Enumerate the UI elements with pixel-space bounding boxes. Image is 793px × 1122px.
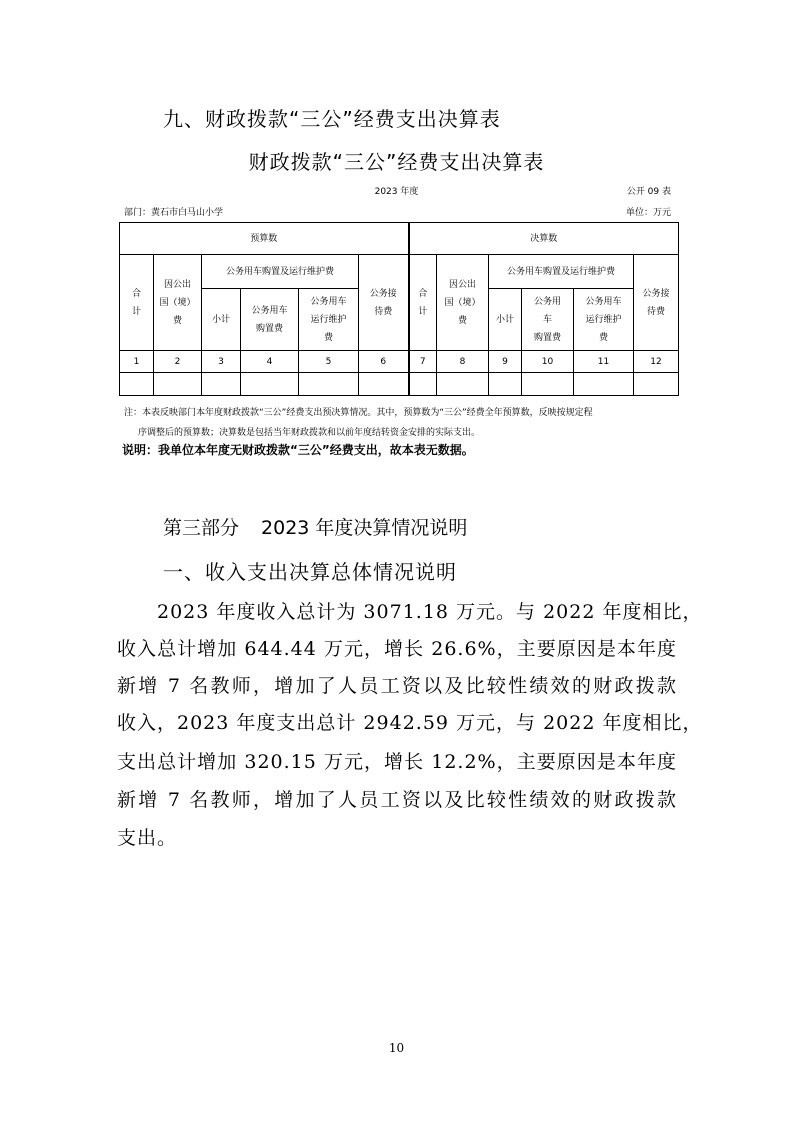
table-row (120, 373, 679, 396)
column-number: 1 (120, 351, 154, 373)
body-line: 支出总计增加 320.15 万元，增长 12.2%，主要原因是本年度 (117, 751, 677, 773)
column-number: 5 (299, 351, 359, 373)
table-cell (120, 373, 154, 396)
column-number: 9 (489, 351, 522, 373)
subheading: 一、收入支出决算总体情况说明 (163, 560, 457, 584)
actual-subtotal-header: 小计 (489, 289, 522, 351)
body-line: 收入，2023 年度支出总计 2942.59 万元，与 2022 年度相比， (117, 712, 703, 734)
actual-reception-header: 公务接 待费 (634, 255, 679, 351)
actual-total-header: 合 计 (409, 255, 437, 351)
budget-group-header: 预算数 (120, 223, 409, 255)
table-cell (574, 373, 634, 396)
part-label: 第三部分 (163, 517, 240, 539)
column-number: 2 (154, 351, 202, 373)
actual-vehicle-group-header: 公务用车购置及运行维护费 (489, 255, 634, 289)
note-line: 注：本表反映部门本年度财政拨款“三公”经费支出预决算情况。其中，预算数为“三公”经费全年预算数，反映按规定程 (124, 408, 593, 418)
column-number: 3 (202, 351, 241, 373)
table-cell (359, 373, 409, 396)
table-cell (409, 373, 437, 396)
budget-subtotal-header: 小计 (202, 289, 241, 351)
table-cell (202, 373, 241, 396)
department-label: 部门：黄石市白马山小学 (124, 208, 224, 218)
column-number: 8 (437, 351, 489, 373)
body-line: 收入总计增加 644.44 万元，增长 26.6%，主要原因是本年度 (117, 638, 677, 660)
actual-abroad-header: 因公出 国（境） 费 (437, 255, 489, 351)
table-title: 财政拨款“三公”经费支出决算表 (248, 150, 545, 174)
three-public-expense-table (119, 222, 679, 396)
column-number: 4 (241, 351, 299, 373)
year-label: 2023 年度 (374, 187, 419, 197)
table-cell (299, 373, 359, 396)
table-note (124, 403, 684, 443)
explanation-text: 说明：我单位本年度无财政拨款“三公”经费支出，故本表无数据。 (122, 443, 474, 457)
budget-operation-header: 公务用车 运行维护 费 (299, 289, 359, 351)
column-number: 7 (409, 351, 437, 373)
table-cell (634, 373, 679, 396)
table-cell (437, 373, 489, 396)
actual-operation-header: 公务用车 运行维护 费 (574, 289, 634, 351)
note-line: 序调整后的预算数；决算数是包括当年财政拨款和以前年度结转资金安排的实际支出。 (138, 428, 481, 438)
budget-purchase-header: 公务用车 购置费 (241, 289, 299, 351)
table-cell (154, 373, 202, 396)
column-number: 6 (359, 351, 409, 373)
body-line: 支出。 (117, 827, 178, 849)
body-line: 新增 7 名教师，增加了人员工资以及比较性绩效的财政拨款 (117, 675, 677, 697)
body-line: 新增 7 名教师，增加了人员工资以及比较性绩效的财政拨款 (117, 789, 677, 811)
column-number: 11 (574, 351, 634, 373)
body-line: 2023 年度收入总计为 3071.18 万元。与 2022 年度相比， (117, 601, 703, 623)
budget-total-header: 合 计 (120, 255, 154, 351)
column-number: 10 (522, 351, 574, 373)
budget-reception-header: 公务接 待费 (359, 255, 409, 351)
page-number: 10 (388, 1041, 405, 1055)
table-cell (241, 373, 299, 396)
actual-purchase-header: 公务用 车 购置费 (522, 289, 574, 351)
column-number: 12 (634, 351, 679, 373)
unit-label: 单位：万元 (625, 208, 671, 218)
table-code: 公开 09 表 (626, 187, 671, 197)
budget-abroad-header: 因公出 国（境） 费 (154, 255, 202, 351)
budget-vehicle-group-header: 公务用车购置及运行维护费 (202, 255, 359, 289)
part-heading (163, 513, 467, 540)
part-title: 2023 年度决算情况说明 (261, 517, 468, 539)
section-heading: 九、财政拨款“三公”经费支出决算表 (163, 107, 501, 131)
table-cell (489, 373, 522, 396)
actual-group-header: 决算数 (409, 223, 679, 255)
table-cell (522, 373, 574, 396)
